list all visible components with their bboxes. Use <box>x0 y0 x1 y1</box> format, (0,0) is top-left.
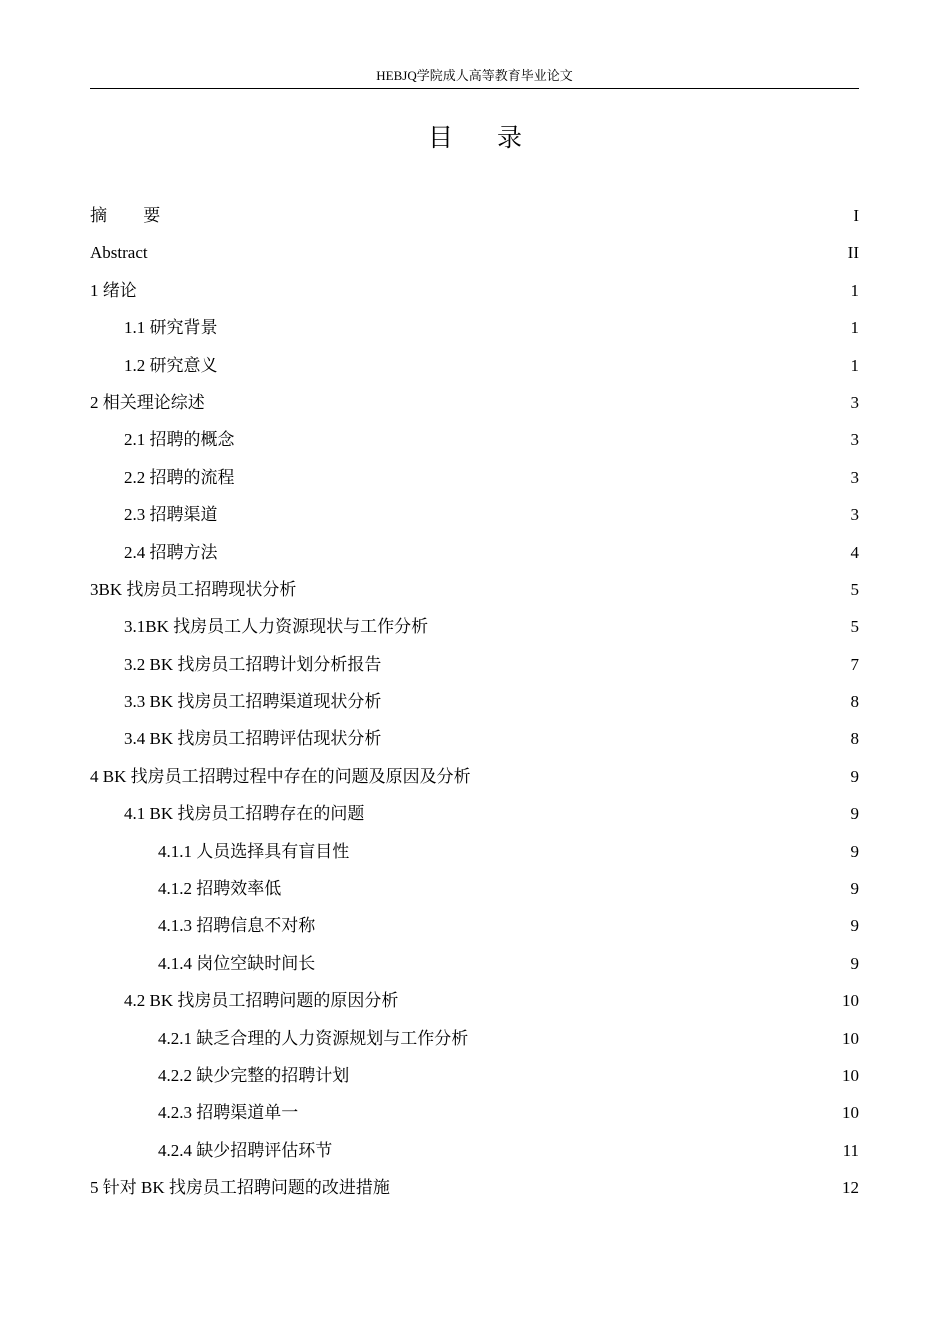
toc-dot-leader <box>283 888 848 889</box>
toc-entry-page-number: 9 <box>850 804 859 824</box>
toc-entry-label: 2.2 招聘的流程 <box>124 467 235 487</box>
toc-entry[interactable] <box>90 272 859 309</box>
toc-entry-page-number: 3 <box>850 430 859 450</box>
toc-entry-page-number: 10 <box>842 1103 859 1123</box>
toc-dot-leader <box>351 851 848 852</box>
toc-dot-leader <box>366 813 848 814</box>
toc-entry-page-number: 8 <box>850 729 859 749</box>
toc-entry-label: 3BK 找房员工招聘现状分析 <box>90 579 297 599</box>
toc-entry-label: 4.2.3 招聘渠道单一 <box>158 1103 299 1123</box>
toc-dot-leader <box>237 440 849 441</box>
toc-entry-label: 3.1BK 找房员工人力资源现状与工作分析 <box>124 617 429 637</box>
toc-entry-label: 3.2 BK 找房员工招聘计划分析报告 <box>124 654 382 674</box>
toc-dot-leader <box>162 215 851 216</box>
toc-entry-label: 4.2.1 缺乏合理的人力资源规划与工作分析 <box>158 1028 469 1048</box>
toc-entry[interactable] <box>90 1020 859 1057</box>
toc-entry-page-number: 11 <box>842 1140 859 1160</box>
toc-entry-page-number: 10 <box>842 991 859 1011</box>
toc-entry[interactable] <box>90 683 859 720</box>
page-header <box>90 66 859 89</box>
toc-dot-leader <box>139 290 849 291</box>
toc-entry[interactable] <box>90 347 859 384</box>
toc-entry[interactable] <box>90 1169 859 1206</box>
toc-entry-label: 3.4 BK 找房员工招聘评估现状分析 <box>124 729 382 749</box>
toc-entry-page-number: 7 <box>850 654 859 674</box>
toc-entry[interactable] <box>90 608 859 645</box>
toc-dot-leader <box>237 477 849 478</box>
toc-entry[interactable] <box>90 795 859 832</box>
toc-entry-label: 2 相关理论综述 <box>90 392 205 412</box>
toc-entry[interactable] <box>90 309 859 346</box>
toc-entry-page-number: 9 <box>850 916 859 936</box>
toc-entry-page-number: 10 <box>842 1028 859 1048</box>
toc-entry-page-number: II <box>847 243 859 263</box>
toc-entry[interactable] <box>90 833 859 870</box>
toc-dot-leader <box>207 402 849 403</box>
toc-dot-leader <box>392 1187 840 1188</box>
toc-entry-label: 4.1.1 人员选择具有盲目性 <box>158 841 350 861</box>
toc-entry[interactable] <box>90 945 859 982</box>
toc-dot-leader <box>150 253 846 254</box>
toc-entry[interactable] <box>90 982 859 1019</box>
toc-entry-label: Abstract <box>90 243 148 263</box>
toc-entry-label: 2.4 招聘方法 <box>124 542 218 562</box>
toc-dot-leader <box>298 589 848 590</box>
toc-entry-label: 1.1 研究背景 <box>124 318 218 338</box>
toc-entry[interactable] <box>90 496 859 533</box>
toc-entry-label: 3.3 BK 找房员工招聘渠道现状分析 <box>124 692 382 712</box>
toc-dot-leader <box>334 1150 840 1151</box>
toc-entry-page-number: I <box>853 206 859 225</box>
toc-entry-page-number: 9 <box>850 841 859 861</box>
toc-entry-page-number: 5 <box>850 579 859 599</box>
toc-entry[interactable] <box>90 384 859 421</box>
toc-dot-leader <box>383 701 848 702</box>
toc-entry-page-number: 12 <box>842 1178 859 1198</box>
toc-entry[interactable] <box>90 758 859 795</box>
toc-entry-label: 2.3 招聘渠道 <box>124 505 218 525</box>
toc-entry-label: 4.1.3 招聘信息不对称 <box>158 916 316 936</box>
toc-entry[interactable] <box>90 907 859 944</box>
table-of-contents <box>90 197 859 1207</box>
toc-entry-page-number: 9 <box>850 879 859 899</box>
page-title: 目 录 <box>428 123 540 152</box>
toc-entry[interactable] <box>90 459 859 496</box>
toc-entry-label: 4.1.4 岗位空缺时间长 <box>158 953 316 973</box>
toc-entry-label: 1.2 研究意义 <box>124 355 218 375</box>
toc-entry[interactable] <box>90 870 859 907</box>
toc-dot-leader <box>220 552 849 553</box>
toc-entry-page-number: 3 <box>850 392 859 412</box>
toc-entry-page-number: 3 <box>850 505 859 525</box>
toc-entry-page-number: 5 <box>850 617 859 637</box>
toc-entry-label: 4.1.2 招聘效率低 <box>158 879 282 899</box>
toc-entry-page-number: 9 <box>850 953 859 973</box>
toc-entry-label: 4.2.2 缺少完整的招聘计划 <box>158 1065 350 1085</box>
toc-entry-page-number: 8 <box>850 692 859 712</box>
toc-dot-leader <box>383 739 848 740</box>
toc-entry-page-number: 1 <box>850 355 859 375</box>
toc-entry[interactable] <box>90 720 859 757</box>
toc-dot-leader <box>473 776 849 777</box>
toc-dot-leader <box>220 327 849 328</box>
toc-entry[interactable] <box>90 646 859 683</box>
toc-entry-label: 4.2 BK 找房员工招聘问题的原因分析 <box>124 991 399 1011</box>
toc-dot-leader <box>300 1113 840 1114</box>
toc-entry-page-number: 3 <box>850 467 859 487</box>
toc-entry-page-number: 10 <box>842 1065 859 1085</box>
toc-entry-label: 2.1 招聘的概念 <box>124 430 235 450</box>
toc-dot-leader <box>220 514 849 515</box>
header-text: HEBJQ学院成人高等教育毕业论文 <box>376 68 573 83</box>
toc-entry-label: 4.2.4 缺少招聘评估环节 <box>158 1140 333 1160</box>
toc-entry-page-number: 1 <box>850 318 859 338</box>
toc-dot-leader <box>220 365 849 366</box>
toc-dot-leader <box>317 963 848 964</box>
toc-entry[interactable] <box>90 234 859 271</box>
toc-entry[interactable] <box>90 571 859 608</box>
toc-dot-leader <box>383 664 848 665</box>
toc-dot-leader <box>351 1075 840 1076</box>
toc-entry-label: 摘 要 <box>90 206 177 225</box>
toc-dot-leader <box>400 1000 840 1001</box>
toc-entry-page-number: 1 <box>850 280 859 300</box>
toc-entry-label: 1 绪论 <box>90 280 137 300</box>
toc-entry[interactable] <box>90 1057 859 1094</box>
toc-dot-leader <box>317 926 848 927</box>
toc-entry[interactable] <box>90 421 859 458</box>
toc-entry-label: 4 BK 找房员工招聘过程中存在的问题及原因及分析 <box>90 766 471 786</box>
toc-dot-leader <box>470 1038 840 1039</box>
toc-entry-page-number: 9 <box>850 766 859 786</box>
toc-entry-label: 4.1 BK 找房员工招聘存在的问题 <box>124 804 365 824</box>
toc-entry[interactable] <box>90 1132 859 1169</box>
toc-dot-leader <box>430 626 848 627</box>
toc-entry[interactable] <box>90 197 859 234</box>
toc-entry-page-number: 4 <box>850 542 859 562</box>
toc-entry[interactable] <box>90 1094 859 1131</box>
toc-entry-label: 5 针对 BK 找房员工招聘问题的改进措施 <box>90 1178 390 1198</box>
toc-entry[interactable] <box>90 534 859 571</box>
